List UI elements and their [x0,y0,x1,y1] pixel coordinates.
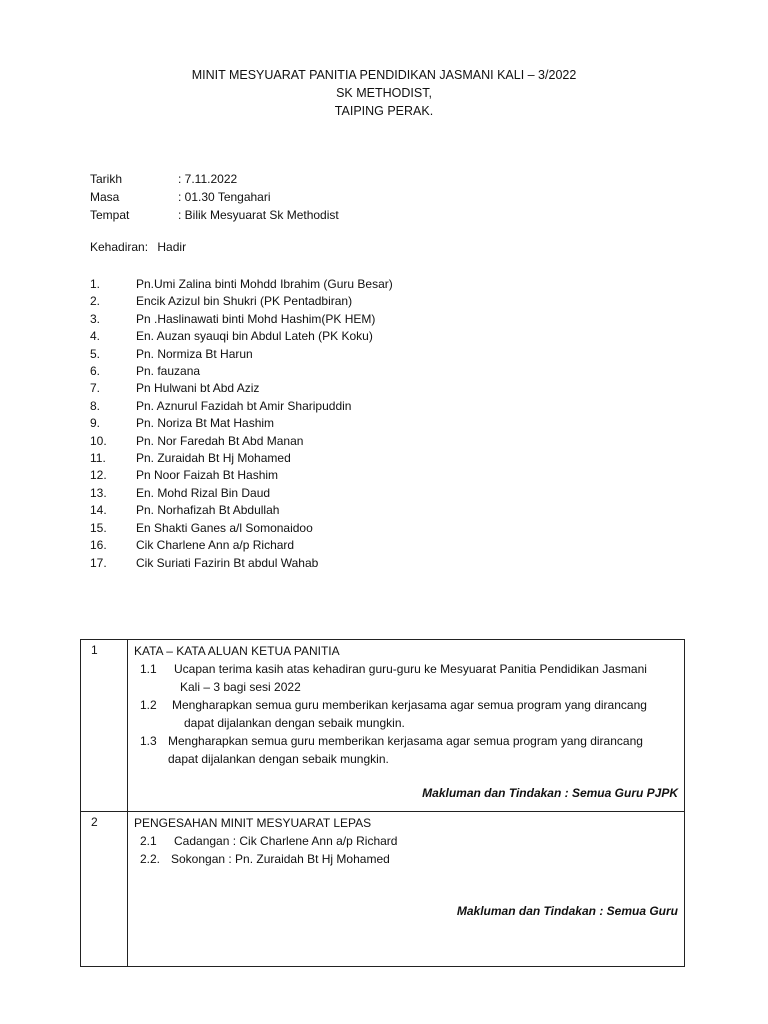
list-item [90,276,393,293]
item-text: Kali – 3 bagi sesi 2022 [180,680,301,694]
item-number: 7. [90,381,101,396]
item-number: 2.2. [140,852,161,866]
item-number: 1.2 [140,698,157,712]
list-item [90,450,393,467]
table-row [81,640,685,812]
attendance-status: Hadir [157,240,187,254]
list-item [90,485,393,502]
member-name: Pn. Noriza Bt Mat Hashim [136,416,275,431]
section-title: PENGESAHAN MINIT MESYUARAT LEPAS [134,816,372,830]
item-number: 14. [90,503,107,518]
item-number: 3. [90,311,101,326]
item-number: 12. [90,468,107,483]
item-number: 4. [90,329,101,344]
member-name: Pn. Nor Faredah Bt Abd Manan [136,433,304,448]
minutes-table [80,639,685,967]
item-number: 15. [90,520,107,535]
item-text: Ucapan terima kasih atas kehadiran guru-guru ke Mesyuarat Panitia Pendidikan Jasmani [174,662,647,676]
item-text: dapat dijalankan dengan sebaik mungkin. [184,716,405,730]
meta-label: Tempat [90,208,130,222]
meta-value: : 01.30 Tengahari [178,190,271,204]
action-note: Makluman dan Tindakan : Semua Guru PJPK [422,786,678,800]
meta-label: Masa [90,190,120,204]
list-item [90,293,393,310]
action-note: Makluman dan Tindakan : Semua Guru [456,904,678,918]
member-name: Pn.Umi Zalina binti Mohdd Ibrahim (Guru Besar) [136,277,393,291]
item-text: Sokongan : Pn. Zuraidah Bt Hj Mohamed [171,852,390,866]
attendance-list [90,276,393,572]
item-number: 2. [90,294,101,309]
meta-row-date [90,170,339,188]
item-number: 17. [90,555,107,570]
list-item [90,363,393,380]
agenda-item [134,660,678,696]
item-number: 2.1 [140,834,157,848]
list-item [90,346,393,363]
member-name: Pn Hulwani bt Abd Aziz [136,381,260,396]
section-content [128,640,685,812]
list-item [90,328,393,345]
table-row [81,812,685,967]
item-text: Mengharapkan semua guru memberikan kerjasama agar semua program yang dirancang [168,734,643,748]
list-item [90,502,393,519]
member-name: Pn. Normiza Bt Harun [136,346,253,361]
item-number: 13. [90,485,107,500]
list-item [90,537,393,554]
list-item [90,520,393,537]
member-name: Pn. Zuraidah Bt Hj Mohamed [136,451,291,466]
document-header [0,66,768,120]
agenda-item [134,850,678,868]
attendance-label: Kehadiran: [90,240,149,254]
member-name: En Shakti Ganes a/l Somonaidoo [136,520,313,535]
list-item [90,433,393,450]
list-item [90,555,393,572]
member-name: Cik Charlene Ann a/p Richard [136,538,295,553]
meta-label: Tarikh [90,172,123,186]
member-name: Encik Azizul bin Shukri (PK Pentadbiran) [136,294,353,309]
item-number: 5. [90,346,101,361]
meta-row-time [90,188,339,206]
item-number: 9. [90,416,101,431]
item-number: 1.1 [140,662,157,676]
member-name: Pn. Aznurul Fazidah bt Amir Sharipuddin [136,398,352,413]
section-title: KATA – KATA ALUAN KETUA PANITIA [134,644,340,658]
member-name: En. Auzan syauqi bin Abdul Lateh (PK Koku) [136,329,373,344]
meta-row-venue [90,206,339,224]
member-name: Cik Suriati Fazirin Bt abdul Wahab [136,555,319,570]
member-name: Pn. Norhafizah Bt Abdullah [136,503,280,518]
meta-value: : 7.11.2022 [178,172,238,186]
attendance-heading [90,240,186,254]
item-number: 10. [90,433,107,448]
list-item [90,380,393,397]
item-number: 1.3 [140,734,157,748]
list-item [90,311,393,328]
item-text: Mengharapkan semua guru memberikan kerjasama agar semua program yang dirancang [172,698,647,712]
meeting-details [90,170,339,224]
section-number: 2 [81,812,128,967]
item-text: dapat dijalankan dengan sebaik mungkin. [168,752,389,766]
member-name: Pn. fauzana [136,364,201,379]
list-item [90,398,393,415]
section-content [128,812,685,967]
section-number: 1 [81,640,128,812]
meta-value: : Bilik Mesyuarat Sk Methodist [178,208,339,222]
item-text: Cadangan : Cik Charlene Ann a/p Richard [174,834,398,848]
list-item [90,415,393,432]
agenda-item [134,832,678,850]
school-name: SK METHODIST, [336,86,432,100]
item-number: 11. [90,451,106,466]
agenda-item [134,696,678,732]
member-name: Pn .Haslinawati binti Mohd Hashim(PK HEM) [136,311,376,326]
list-item [90,467,393,484]
document-title: MINIT MESYUARAT PANITIA PENDIDIKAN JASMANI KALI – 3/2022 [191,68,577,82]
item-number: 1. [90,277,101,291]
member-name: En. Mohd Rizal Bin Daud [136,485,271,500]
item-number: 6. [90,364,101,379]
agenda-item [134,732,678,768]
item-number: 8. [90,398,101,413]
item-number: 16. [90,538,107,553]
school-location: TAIPING PERAK. [334,104,434,118]
member-name: Pn Noor Faizah Bt Hashim [136,468,279,483]
